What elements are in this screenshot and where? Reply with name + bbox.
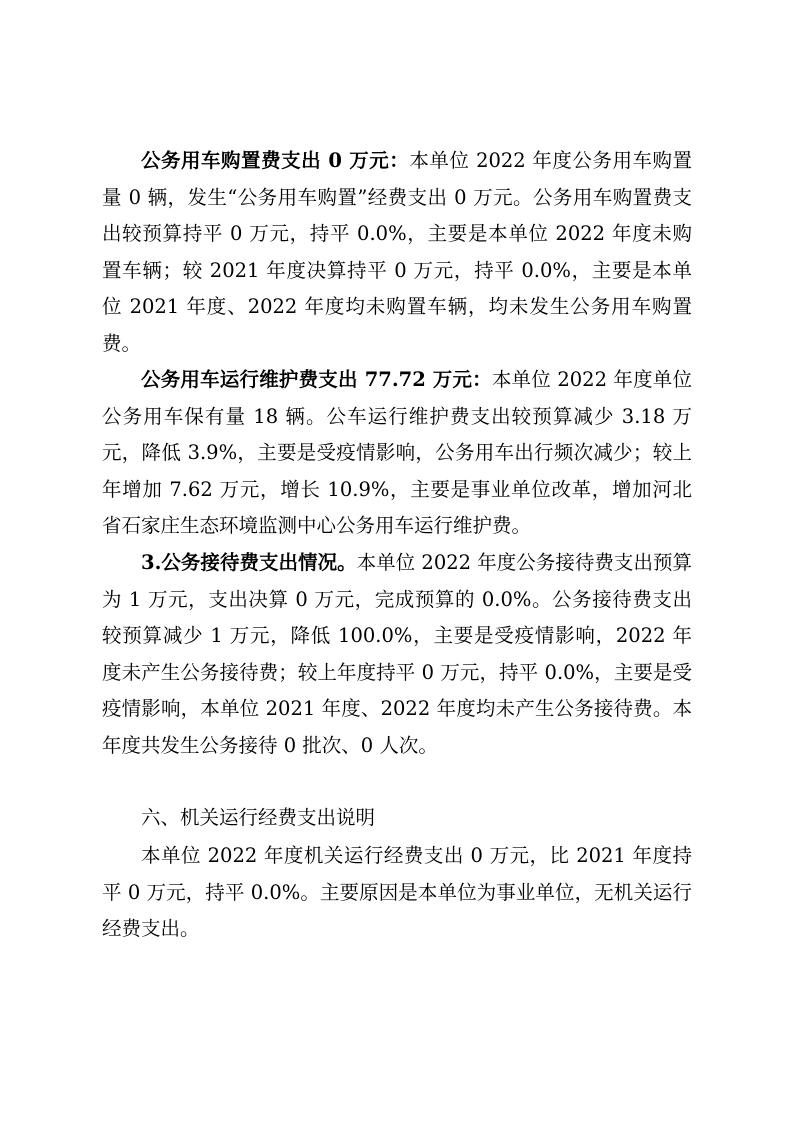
- paragraph-vehicle-purchase: [102, 143, 692, 362]
- paragraph-text: 本单位 2022 年度单位公务用车保有量 18 辆。公车运行维护费支出较预算减少 3.18 万元，降低 3.9%，主要是受疫情影响，公务用车出行频次减少；较上年增加 7.62 万元，增长 10.9%，主要是事业单位改革，增加河北省石家庄生态环境监测中心公务用车运行维护费。: [102, 368, 692, 537]
- paragraph-text: 本单位 2022 年度公务用车购置量 0 辆，发生“公务用车购置”经费支出 0 万元。公务用车购置费支出较预算持平 0 万元，持平 0.0%，主要是本单位 2022 年度未购置车辆；较 2021 年度决算持平 0 万元，持平 0.0%，主要是本单位 2021 年度、2022 年度均未购置车辆，均未发生公务用车购置费。: [102, 149, 692, 355]
- section-text: 本单位 2022 年度机关运行经费支出 0 万元，比 2021 年度持平 0 万元，持平 0.0%。主要原因是本单位为事业单位，无机关运行经费支出。: [102, 844, 692, 940]
- paragraph-heading: 3.公务接待费支出情况。: [141, 551, 357, 574]
- paragraph-vehicle-maintenance: [102, 362, 692, 545]
- paragraph-reception-expense: [102, 545, 692, 764]
- paragraph-heading: 公务用车购置费支出 0 万元：: [141, 149, 410, 172]
- paragraph-text: 本单位 2022 年度公务接待费支出预算为 1 万元，支出决算 0 万元，完成预算的 0.0%。公务接待费支出较预算减少 1 万元，降低 100.0%，主要是受疫情影响，2022 年度未产生公务接待费；较上年度持平 0 万元，持平 0.0%，主要是受疫情影响，本单位 2021 年度、2022 年度均未产生公务接待费。本年度共发生公务接待 0 批次、0 人次。: [102, 551, 692, 757]
- paragraph-heading: 公务用车运行维护费支出 77.72 万元：: [141, 368, 492, 391]
- section-heading: 六、机关运行经费支出说明: [141, 806, 376, 829]
